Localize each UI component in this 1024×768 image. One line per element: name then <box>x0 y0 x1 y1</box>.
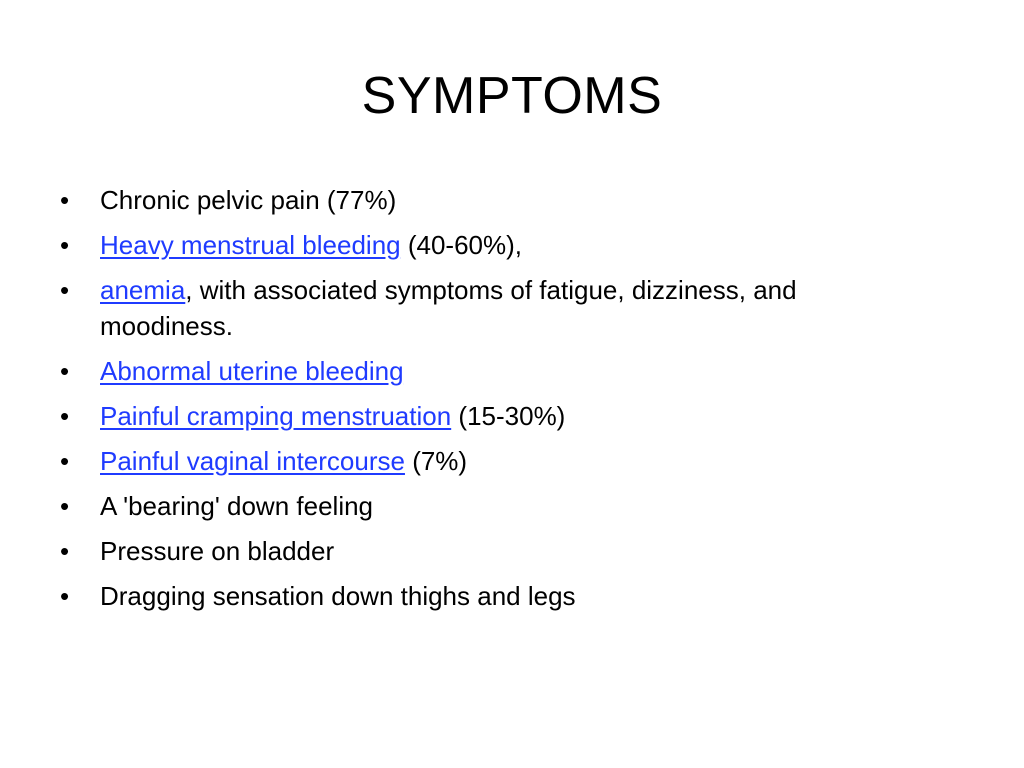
item-text: Chronic pelvic pain (77%) <box>100 185 397 215</box>
item-content <box>100 398 900 434</box>
item-content <box>100 578 900 614</box>
item-content <box>100 488 900 524</box>
item-content <box>100 353 900 389</box>
list-item <box>60 443 900 479</box>
symptom-list <box>60 182 900 623</box>
bullet-icon: • <box>60 581 70 611</box>
item-content <box>100 443 900 479</box>
bullet-icon: • <box>60 275 70 305</box>
link-abnormal-uterine-bleeding[interactable]: Abnormal uterine bleeding <box>100 356 404 386</box>
item-text: Dragging sensation down thighs and legs <box>100 581 576 611</box>
item-text: , with associated symptoms of fatigue, dizziness, and moodiness. <box>100 275 797 341</box>
item-content <box>100 227 900 263</box>
link-heavy-menstrual-bleeding[interactable]: Heavy menstrual bleeding <box>100 230 401 260</box>
bullet-icon: • <box>60 491 70 521</box>
bullet-icon: • <box>60 356 70 386</box>
bullet-icon: • <box>60 401 70 431</box>
bullet-icon: • <box>60 446 70 476</box>
list-item <box>60 398 900 434</box>
link-anemia[interactable]: anemia <box>100 275 186 305</box>
list-item <box>60 182 900 218</box>
list-item <box>60 488 900 524</box>
item-text: Pressure on bladder <box>100 536 335 566</box>
item-content <box>100 533 900 569</box>
list-item <box>60 578 900 614</box>
bullet-icon: • <box>60 536 70 566</box>
item-text: (15-30%) <box>451 401 566 431</box>
link-painful-cramping-menstruation[interactable]: Painful cramping menstruation <box>100 401 452 431</box>
item-content <box>100 182 900 218</box>
list-item <box>60 272 900 344</box>
bullet-icon: • <box>60 230 70 260</box>
item-content <box>100 272 900 344</box>
list-item <box>60 533 900 569</box>
list-item <box>60 227 900 263</box>
link-painful-vaginal-intercourse[interactable]: Painful vaginal intercourse <box>100 446 405 476</box>
item-text: (40-60%), <box>400 230 523 260</box>
item-text: (7%) <box>404 446 468 476</box>
slide-title: SYMPTOMS <box>361 67 663 125</box>
bullet-icon: • <box>60 185 70 215</box>
item-text: A 'bearing' down feeling <box>100 491 374 521</box>
list-item <box>60 353 900 389</box>
